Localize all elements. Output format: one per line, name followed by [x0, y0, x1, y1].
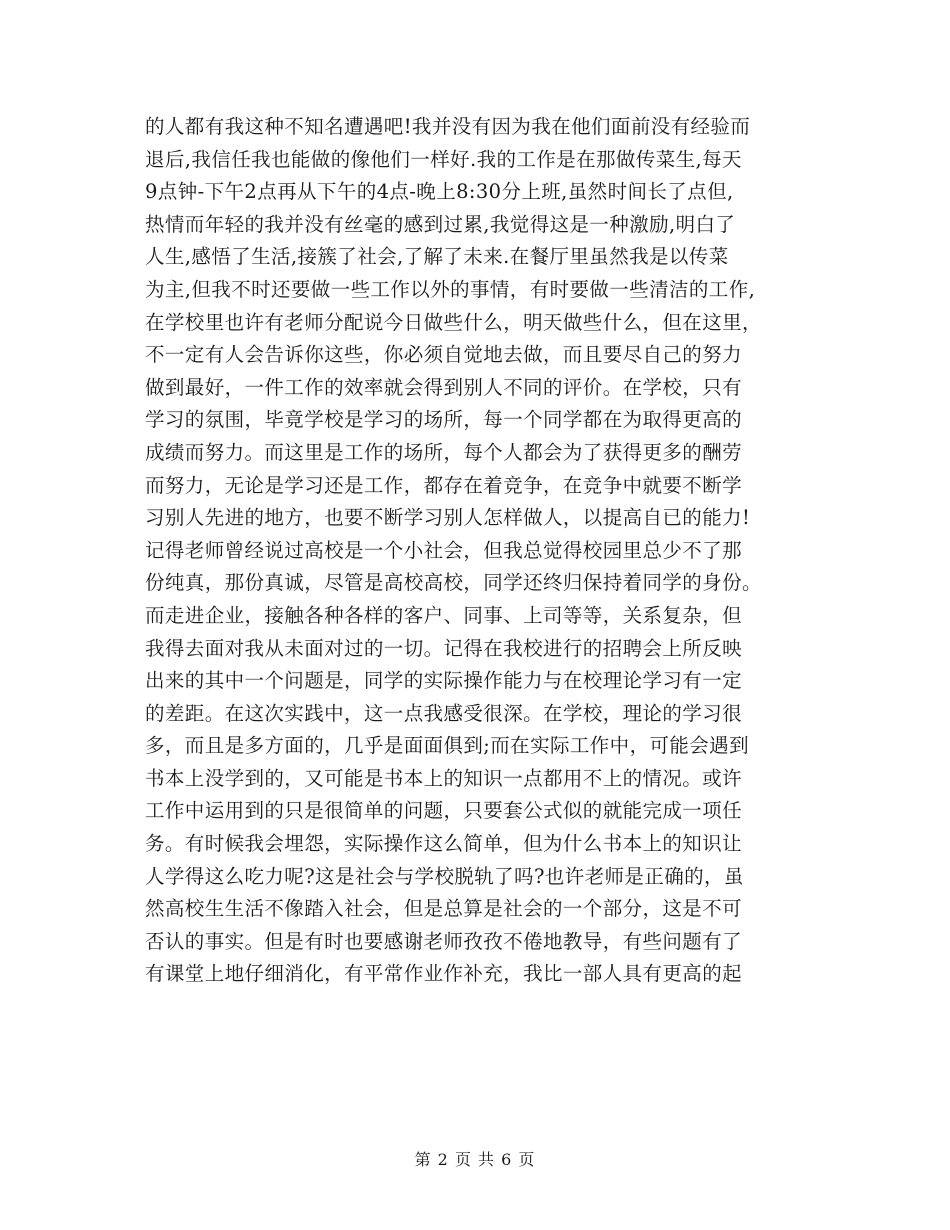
text-line: 习别人先进的地方，也要不断学习别人怎样做人，以提高自已的能力! [145, 506, 751, 530]
text-line: 记得老师曾经说过高校是一个小社会，但我总觉得校园里总少不了那 [145, 538, 743, 562]
text-line: 的差距。在这次实践中，这一点我感受很深。在学校，理论的学习很 [145, 701, 743, 725]
text-line: 人学得这么吃力呢?这是社会与学校脱轨了吗?也许老师是正确的，虽 [145, 864, 744, 888]
text-line: 份纯真，那份真诚，尽管是高校高校，同学还终归保持着同学的身份。 [145, 571, 762, 595]
text-line: 多，而且是多方面的，几乎是面面俱到;而在实际工作中，可能会遇到 [145, 734, 749, 758]
text-line: 务。有时候我会埋怨，实际操作这么简单，但为什么书本上的知识让 [145, 832, 743, 856]
text-line: 而走进企业，接触各种各样的客户、同事、上司等等，关系复杂，但 [145, 603, 743, 627]
text-line: 我得去面对我从未面对过的一切。记得在我校进行的招聘会上所反映 [145, 636, 743, 660]
text-line: 退后,我信任我也能做的像他们一样好.我的工作是在那做传菜生,每天 [145, 147, 742, 171]
text-line: 否认的事实。但是有时也要感谢老师孜孜不倦地教导，有些问题有了 [145, 929, 743, 953]
body-text [145, 111, 825, 991]
text-line: 有课堂上地仔细消化，有平常作业作补充，我比一部人具有更高的起 [145, 962, 743, 986]
text-line: 不一定有人会告诉你这些，你必须自觉地去做，而且要尽自己的努力 [145, 343, 743, 367]
text-line: 为主,但我不时还要做一些工作以外的事情，有时要做一些清洁的工作, [145, 277, 756, 301]
text-line: 工作中运用到的只是很简单的问题，只要套公式似的就能完成一项任 [145, 799, 743, 823]
text-line: 成绩而努力。而这里是工作的场所，每个人都会为了获得更多的酬劳 [145, 440, 743, 464]
text-line: 热情而年轻的我并没有丝毫的感到过累,我觉得这是一种激励,明白了 [145, 212, 736, 236]
text-line: 的人都有我这种不知名遭遇吧!我并没有因为我在他们面前没有经验而 [145, 115, 751, 138]
text-line: 书本上没学到的，又可能是书本上的知识一点都用不上的情况。或许 [145, 766, 743, 790]
text-line: 学习的氛围，毕竟学校是学习的场所，每一个同学都在为取得更高的 [145, 408, 743, 432]
text-line: 9点钟-下午2点再从下午的4点-晚上8:30分上班,虽然时间长了点但, [145, 180, 734, 204]
page-number-footer: 第 2 页 共 6 页 [414, 1150, 536, 1169]
text-line: 做到最好，一件工作的效率就会得到别人不同的评价。在学校，只有 [145, 375, 743, 399]
text-line: 出来的其中一个问题是，同学的实际操作能力与在校理论学习有一定 [145, 669, 743, 693]
text-line: 然高校生生活不像踏入社会，但是总算是社会的一个部分，这是不可 [145, 897, 743, 921]
text-line: 而努力，无论是学习还是工作，都存在着竞争，在竞争中就要不断学 [145, 473, 743, 497]
text-line: 在学校里也许有老师分配说今日做些什么，明天做些什么，但在这里， [145, 310, 762, 334]
text-line: 人生,感悟了生活,接簇了社会,了解了未来.在餐厅里虽然我是以传菜 [145, 245, 729, 269]
